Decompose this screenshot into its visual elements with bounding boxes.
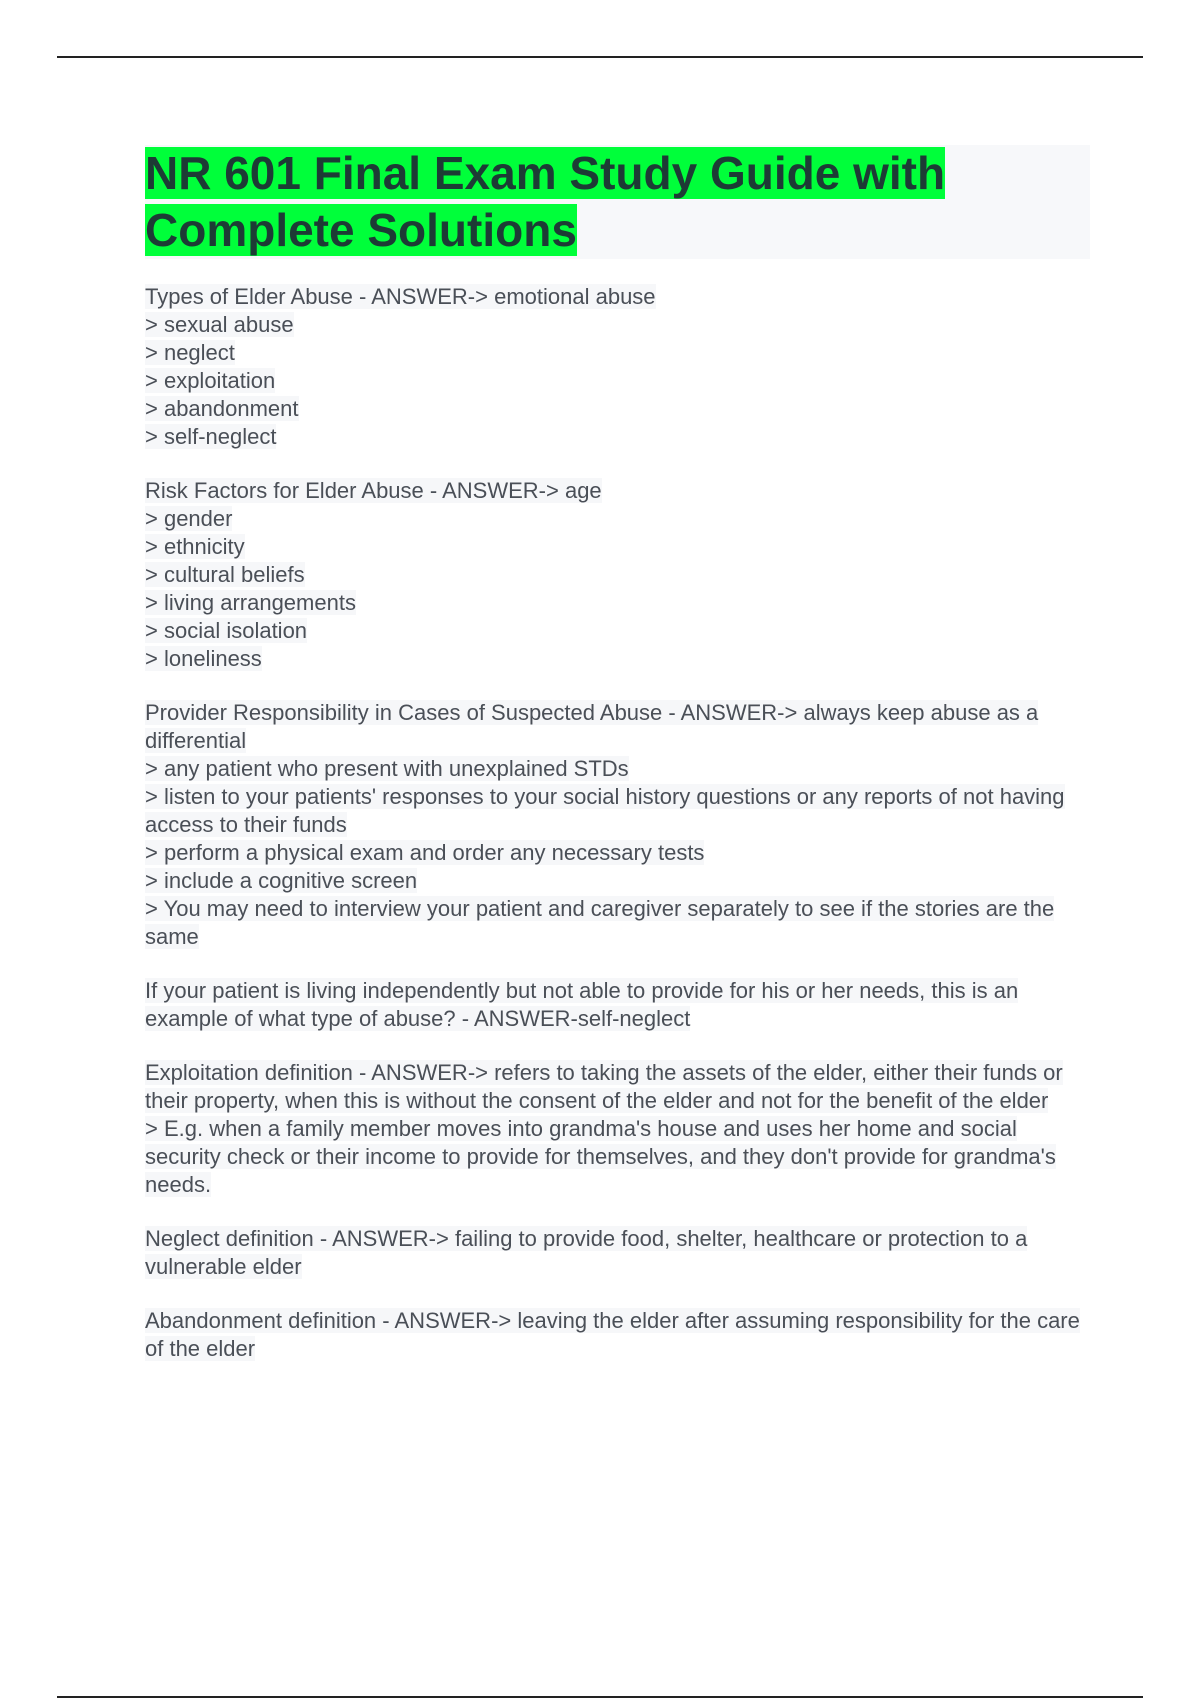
qa-line: > cultural beliefs [145,562,305,587]
qa-line: > social isolation [145,618,308,643]
qa-line: > loneliness [145,646,262,671]
qa-line: > E.g. when a family member moves into grandma's house and uses her home and social security check or their income to provide for themselves, and they don't provide for grandma's needs. [145,1116,1056,1197]
page-top-rule [57,56,1143,58]
document-body [145,145,1090,1389]
document-title [145,145,1090,259]
qa-line: > ethnicity [145,534,245,559]
qa-list [145,283,1090,1363]
qa-line: > self-neglect [145,424,277,449]
qa-entry-exploitation-definition [145,1059,1090,1199]
qa-line: > include a cognitive screen [145,868,418,893]
qa-line: Exploitation definition - ANSWER-> refers to taking the assets of the elder, either their funds or their property, when this is without the consent of the elder and not for the benefit of the elder [145,1060,1063,1113]
qa-line: > perform a physical exam and order any necessary tests [145,840,705,865]
qa-line: If your patient is living independently but not able to provide for his or her needs, this is an example of what type of abuse? - ANSWER-self-neglect [145,978,1019,1031]
qa-line: > any patient who present with unexplained STDs [145,756,629,781]
qa-line: > listen to your patients' responses to your social history questions or any reports of not having access to their funds [145,784,1065,837]
qa-line: Neglect definition - ANSWER-> failing to provide food, shelter, healthcare or protection to a vulnerable elder [145,1226,1028,1279]
qa-entry-neglect-definition [145,1225,1090,1281]
page-bottom-rule [57,1696,1143,1698]
qa-entry-provider-responsibility [145,699,1090,951]
qa-entry-risk-factors [145,477,1090,673]
title-block [145,145,1090,259]
qa-line: > You may need to interview your patient and caregiver separately to see if the stories are the same [145,896,1055,949]
qa-entry-types-of-elder-abuse [145,283,1090,451]
qa-line: > abandonment [145,396,299,421]
document-title-text: NR 601 Final Exam Study Guide with Complete Solutions [145,147,946,256]
qa-line: > sexual abuse [145,312,294,337]
qa-line: Abandonment definition - ANSWER-> leaving the elder after assuming responsibility for the care of the elder [145,1308,1080,1361]
qa-line: > exploitation [145,368,276,393]
qa-line: Types of Elder Abuse - ANSWER-> emotional abuse [145,284,656,309]
qa-line: Risk Factors for Elder Abuse - ANSWER-> age [145,478,602,503]
qa-line: > living arrangements [145,590,356,615]
qa-entry-self-neglect-question [145,977,1090,1033]
qa-line: > neglect [145,340,235,365]
qa-entry-abandonment-definition [145,1307,1090,1363]
qa-line: Provider Responsibility in Cases of Suspected Abuse - ANSWER-> always keep abuse as a differential [145,700,1039,753]
qa-line: > gender [145,506,233,531]
